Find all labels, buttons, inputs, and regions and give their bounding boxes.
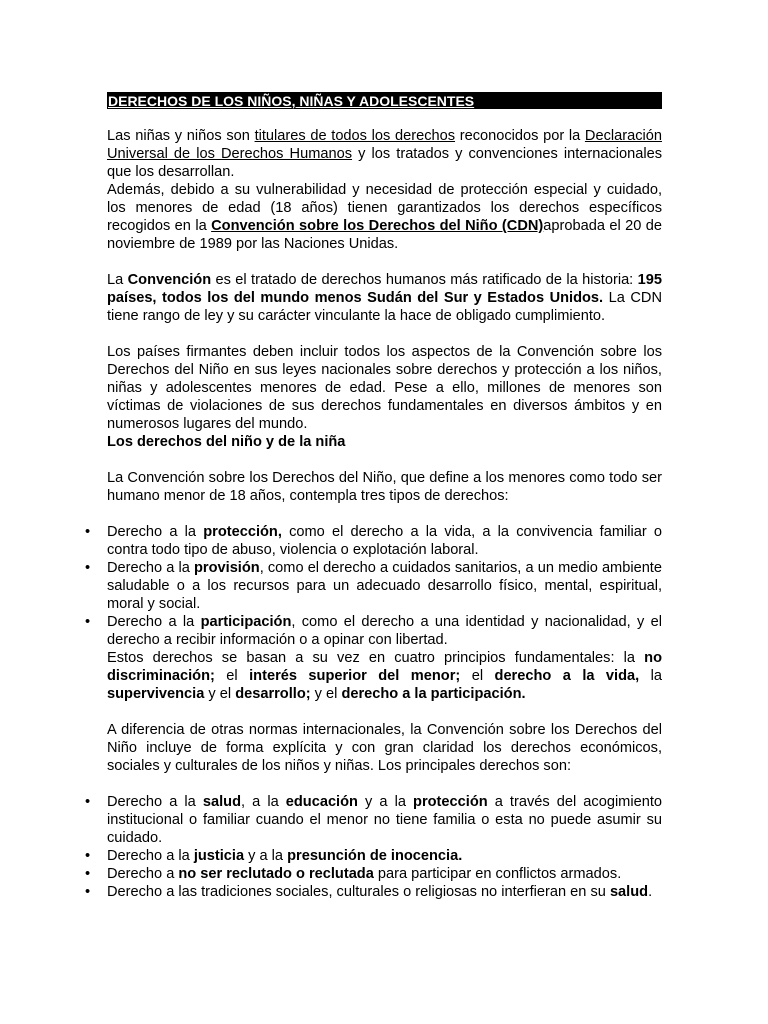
text: La <box>107 272 128 288</box>
text: Estos derechos se basan a su vez en cuatro principios fundamentales: la <box>107 650 645 666</box>
list-item <box>85 559 662 613</box>
list-item <box>85 847 662 865</box>
paragraph-tipos-derechos: La Convención sobre los Derechos del Niño, que define a los menores como todo ser humano menor de 18 años, contempla tres tipos de derechos: <box>107 470 662 504</box>
text: y a la <box>357 794 414 810</box>
text: Derecho a la <box>107 794 203 810</box>
text: y el <box>310 686 342 702</box>
paragraph-intro <box>107 127 662 181</box>
bold-text: derecho a la participación. <box>341 686 526 702</box>
bold-text: provisión <box>194 560 260 576</box>
link-declaracion-universal[interactable]: Declaración Universal de los Derechos Humanos <box>107 128 662 162</box>
document-page <box>85 92 663 901</box>
text: Derecho a las tradiciones sociales, culturales o religiosas no interfieran en su <box>107 884 610 900</box>
text: es el tratado de derechos humanos más ratificado de la historia: <box>211 272 638 288</box>
bullet-icon: • <box>85 614 91 630</box>
paragraph-paises-firmantes: Los países firmantes deben incluir todos los aspectos de la Convención sobre los Derechos del Niño en sus leyes nacionales sobre derechos y protección a los niños, niñas y adolescentes menores de edad. Pese a ello, millones de menores son víctimas de violaciones de sus derechos fundamentales en diversos ámbitos y en numerosos lugares del mundo. <box>107 344 662 432</box>
link-convencion-cdn[interactable]: Convención sobre los Derechos del Niño (CDN) <box>211 218 544 234</box>
bold-text: protección, <box>203 524 282 540</box>
bullet-icon: • <box>85 794 91 810</box>
text: Además, debido a su vulnerabilidad y necesidad de protección especial y cuidado, los menores de edad (18 años) tienen garantizados los derechos específicos recogidos en la <box>107 182 662 234</box>
bullet-icon: • <box>85 524 91 540</box>
bold-text: desarrollo; <box>235 686 311 702</box>
text: y a la <box>244 848 288 864</box>
paragraph-vulnerabilidad <box>107 181 662 253</box>
text: Derecho a la <box>107 560 195 576</box>
title-text: DERECHOS DE LOS NIÑOS, NIÑAS Y ADOLESCENTES <box>108 93 475 109</box>
text: Derecho a la <box>107 848 194 864</box>
paragraph-principios <box>107 649 662 703</box>
bullet-icon: • <box>85 866 91 882</box>
text: a través del acogimiento institucional o familiar cuando el menor no tiene familia o esta no puede asumir su cuidado. <box>107 794 662 846</box>
bold-text: participación <box>200 614 292 630</box>
bold-text: 195 países, todos los del mundo menos Sudán del Sur y Estados Unidos. <box>107 272 662 306</box>
bold-text: derecho a la vida, <box>494 668 640 684</box>
bold-text: interés superior del menor; <box>249 668 461 684</box>
text: La CDN tiene rango de ley y su carácter vinculante la hace de obligado cumplimiento. <box>107 290 662 324</box>
list-item <box>85 865 662 883</box>
bold-text: salud <box>202 794 241 810</box>
link-titulares-derechos[interactable]: titulares de todos los derechos <box>254 128 456 144</box>
bullet-icon: • <box>85 560 91 576</box>
text: , como el derecho a cuidados sanitarios, a un medio ambiente saludable o a los recursos para un adecuado desarrollo físico, mental, espiritual, moral y social. <box>107 560 662 612</box>
bold-text: salud <box>609 884 649 900</box>
bold-text: justicia <box>193 848 245 864</box>
list-item <box>85 793 662 847</box>
bold-text: no discriminación; <box>107 650 662 684</box>
rights-types-list <box>85 523 663 703</box>
bullet-icon: • <box>85 884 91 900</box>
text: Las niñas y niños son <box>107 128 255 144</box>
bold-text: presunción de inocencia. <box>287 848 463 864</box>
text: y el <box>204 686 236 702</box>
list-item <box>85 523 662 559</box>
text: para participar en conflictos armados. <box>373 866 622 882</box>
text: y los tratados y convenciones internacionales que los desarrollan. <box>107 146 663 180</box>
main-rights-list <box>85 793 662 901</box>
text: Derecho a la <box>107 614 201 630</box>
list-item <box>85 883 662 901</box>
document-title <box>107 92 662 109</box>
bold-text: Convención <box>127 272 212 288</box>
text: el <box>214 668 250 684</box>
paragraph-convencion <box>107 271 662 325</box>
text: aprobada el 20 de noviembre de 1989 por las Naciones Unidas. <box>107 218 662 252</box>
text: , como el derecho a una identidad y nacionalidad, y el derecho a recibir información o a opinar con libertad. <box>107 614 662 648</box>
text: la <box>639 668 663 684</box>
text: Derecho a la <box>107 524 204 540</box>
text: , a la <box>241 794 286 810</box>
section-heading: Los derechos del niño y de la niña <box>107 434 346 450</box>
bold-text: supervivencia <box>107 686 205 702</box>
bullet-icon: • <box>85 848 91 864</box>
text: el <box>460 668 495 684</box>
text: Derecho a <box>107 866 179 882</box>
text: como el derecho a la vida, a la convivencia familiar o contra todo tipo de abuso, violencia o explotación laboral. <box>107 524 662 558</box>
bold-text: no ser reclutado o reclutada <box>178 866 374 882</box>
bold-text: protección <box>413 794 488 810</box>
bold-text: educación <box>285 794 358 810</box>
list-item <box>85 613 663 703</box>
paragraph-diferencia: A diferencia de otras normas internacionales, la Convención sobre los Derechos del Niño incluye de forma explícita y con gran claridad los derechos económicos, sociales y culturales de los niños y niñas. Los principales derechos son: <box>107 722 662 774</box>
text: reconocidos por la <box>455 128 585 144</box>
text: . <box>648 884 653 900</box>
